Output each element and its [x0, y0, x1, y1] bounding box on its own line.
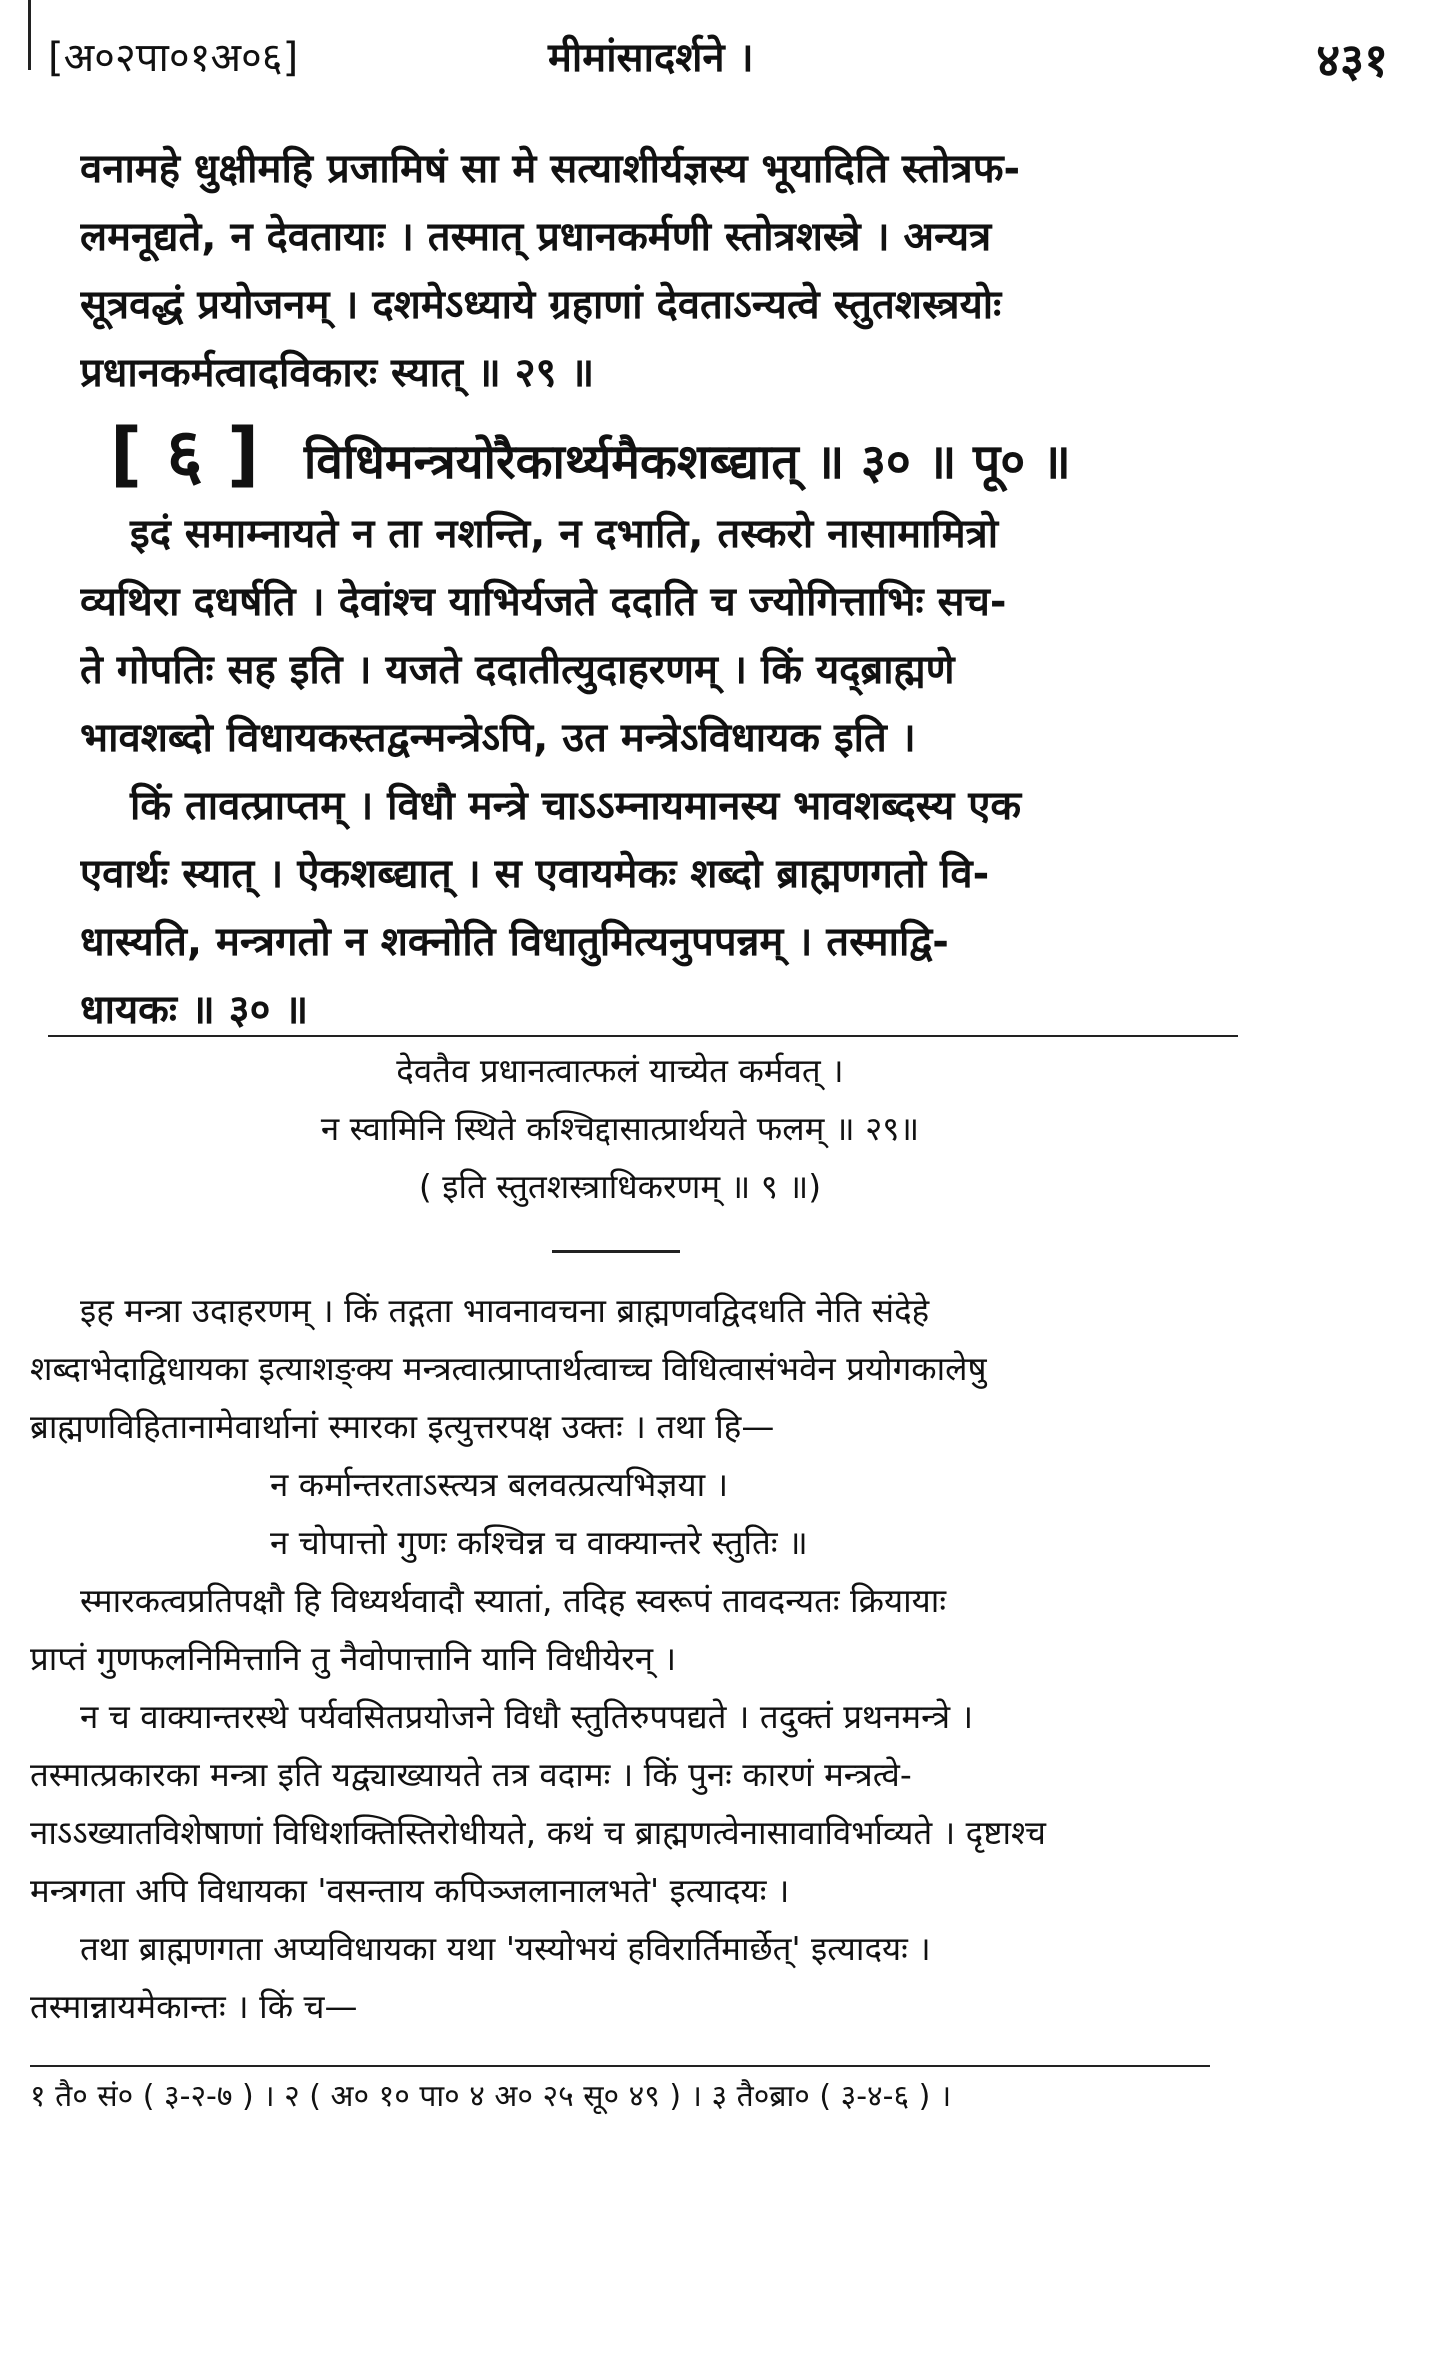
- text-line: एवार्थः स्यात् । ऐकशब्द्यात् । स एवायमेकः शब्दो ब्राह्मणगतो वि-: [80, 851, 990, 897]
- commentary-line: प्राप्तं गुणफलनिमित्तानि तु नैवोपात्तानि यानि विधीयेरन् ।: [30, 1639, 677, 1678]
- text-line: लमनूद्यते, न देवतायाः । तस्मात् प्रधानकर्मणी स्तोत्रशस्त्रे । अन्यत्र: [80, 214, 992, 260]
- paragraph-purvapaksha: [80, 772, 1260, 1044]
- verse-line: देवतैव प्रधानत्वात्फलं याच्येत कर्मवत् ।: [396, 1051, 844, 1090]
- sutra-text: विधिमन्त्रयोरैकार्थ्यमैकशब्द्यात् ॥ ३० ॥ पू० ॥: [303, 434, 1071, 490]
- text-line: प्रधानकर्मत्वादविकारः स्यात् ॥ २९ ॥: [80, 350, 595, 396]
- short-divider: [552, 1250, 680, 1253]
- sutra-heading: [110, 413, 1290, 498]
- page-header: [48, 28, 1388, 88]
- commentary-block: [30, 1282, 1260, 2036]
- adhikarana-close: ( इति स्तुतशस्त्राधिकरणम् ॥ ९ ॥): [418, 1167, 822, 1206]
- verse-line: न चोपात्तो गुणः कश्चिन्न च वाक्यान्तरे स्तुतिः ॥: [270, 1523, 808, 1562]
- verse-line: न कर्मान्तरताऽस्त्यत्र बलवत्प्रत्यभिज्ञया ।: [270, 1465, 729, 1504]
- page-number: ४३१: [1316, 33, 1388, 87]
- commentary-line: ब्राह्मणविहितानामेवार्थानां स्मारका इत्युत्तरपक्ष उक्तः । तथा हि—: [30, 1407, 775, 1446]
- commentary-line: स्मारकत्वप्रतिपक्षौ हि विध्यर्थवादौ स्यातां, तदिह स्वरूपं तावदन्यतः क्रियायाः: [80, 1581, 946, 1620]
- paragraph-example: [80, 500, 1260, 772]
- commentary-line: तस्मान्नायमेकान्तः । किं च—: [30, 1987, 358, 2026]
- text-line: वनामहे धुक्षीमहि प्रजामिषं सा मे सत्याशीर्यज्ञस्य भूयादिति स्तोत्रफ-: [80, 146, 1021, 192]
- verse-summary: [120, 1042, 1120, 1216]
- text-line: इदं समाम्नायते न ता नशन्ति, न दभाति, तस्करो नासामामित्रो: [130, 511, 999, 557]
- text-line: धायकः ॥ ३० ॥: [80, 987, 309, 1033]
- commentary-line: मन्त्रगता अपि विधायका 'वसन्ताय कपिञ्जलानालभते' इत्यादयः ।: [30, 1871, 790, 1910]
- main-text-continuation: [80, 135, 1260, 407]
- commentary-line: तस्मात्प्रकारका मन्त्रा इति यद्व्याख्यायते तत्र वदामः । किं पुनः कारणं मन्त्रत्वे-: [30, 1755, 912, 1794]
- text-line: किं तावत्प्राप्तम् । विधौ मन्त्रे चाऽऽम्नायमानस्य भावशब्दस्य एक: [130, 783, 1022, 829]
- commentary-line: इह मन्त्रा उदाहरणम् । किं तद्गता भावनावचना ब्राह्मणवद्विदधति नेति संदेहे: [80, 1291, 930, 1330]
- footnotes: [30, 2075, 1260, 2119]
- verse-line: न स्वामिनि स्थिते कश्चिद्दासात्प्रार्थयते फलम् ॥ २९॥: [320, 1109, 920, 1148]
- running-title: मीमांसादर्शने ।: [548, 35, 754, 81]
- text-line: भावशब्दो विधायकस्तद्वन्मन्त्रेऽपि, उत मन्त्रेऽविधायक इति ।: [80, 715, 916, 761]
- text-line: ते गोपतिः सह इति । यजते ददातीत्युदाहरणम् । किं यद्ब्राह्मणे: [80, 647, 955, 693]
- section-reference: [अ०२पा०१अ०६]: [48, 35, 299, 81]
- footnote-divider: [30, 2065, 1210, 2067]
- footnote-line: १ तै० सं० ( ३-२-७ ) । २ ( अ० १० पा० ४ अ० २५ सू० ४९ ) । ३ तै०ब्रा० ( ३-४-६ ) ।: [30, 2079, 952, 2114]
- section-divider: [48, 1035, 1238, 1037]
- text-line: व्यथिरा दधर्षति । देवांश्च याभिर्यजते ददाति च ज्योगित्ताभिः सच-: [80, 579, 1007, 625]
- adhikarana-number: [ ६ ]: [110, 413, 260, 495]
- margin-line: [28, 0, 31, 70]
- commentary-line: न च वाक्यान्तरस्थे पर्यवसितप्रयोजने विधौ स्तुतिरुपपद्यते । तदुक्तं प्रथनमन्त्रे ।: [80, 1697, 974, 1736]
- text-line: सूत्रवद्धं प्रयोजनम् । दशमेऽध्याये ग्रहाणां देवताऽन्यत्वे स्तुतशस्त्रयोः: [80, 282, 1002, 328]
- text-line: धास्यति, मन्त्रगतो न शक्नोति विधातुमित्यनुपपन्नम् । तस्माद्वि-: [80, 919, 949, 965]
- commentary-line: नाऽऽख्यातविशेषाणां विधिशक्तिस्तिरोधीयते, कथं च ब्राह्मणत्वेनासावाविर्भाव्यते । दृष्टाश्च: [30, 1813, 1047, 1852]
- commentary-line: शब्दाभेदाद्विधायका इत्याशङ्क्य मन्त्रत्वात्प्राप्तार्थत्वाच्च विधित्वासंभवेन प्रयोगकालेषु: [30, 1349, 987, 1388]
- commentary-line: तथा ब्राह्मणगता अप्यविधायका यथा 'यस्योभयं हविरार्तिमार्छेत्' इत्यादयः ।: [80, 1929, 931, 1968]
